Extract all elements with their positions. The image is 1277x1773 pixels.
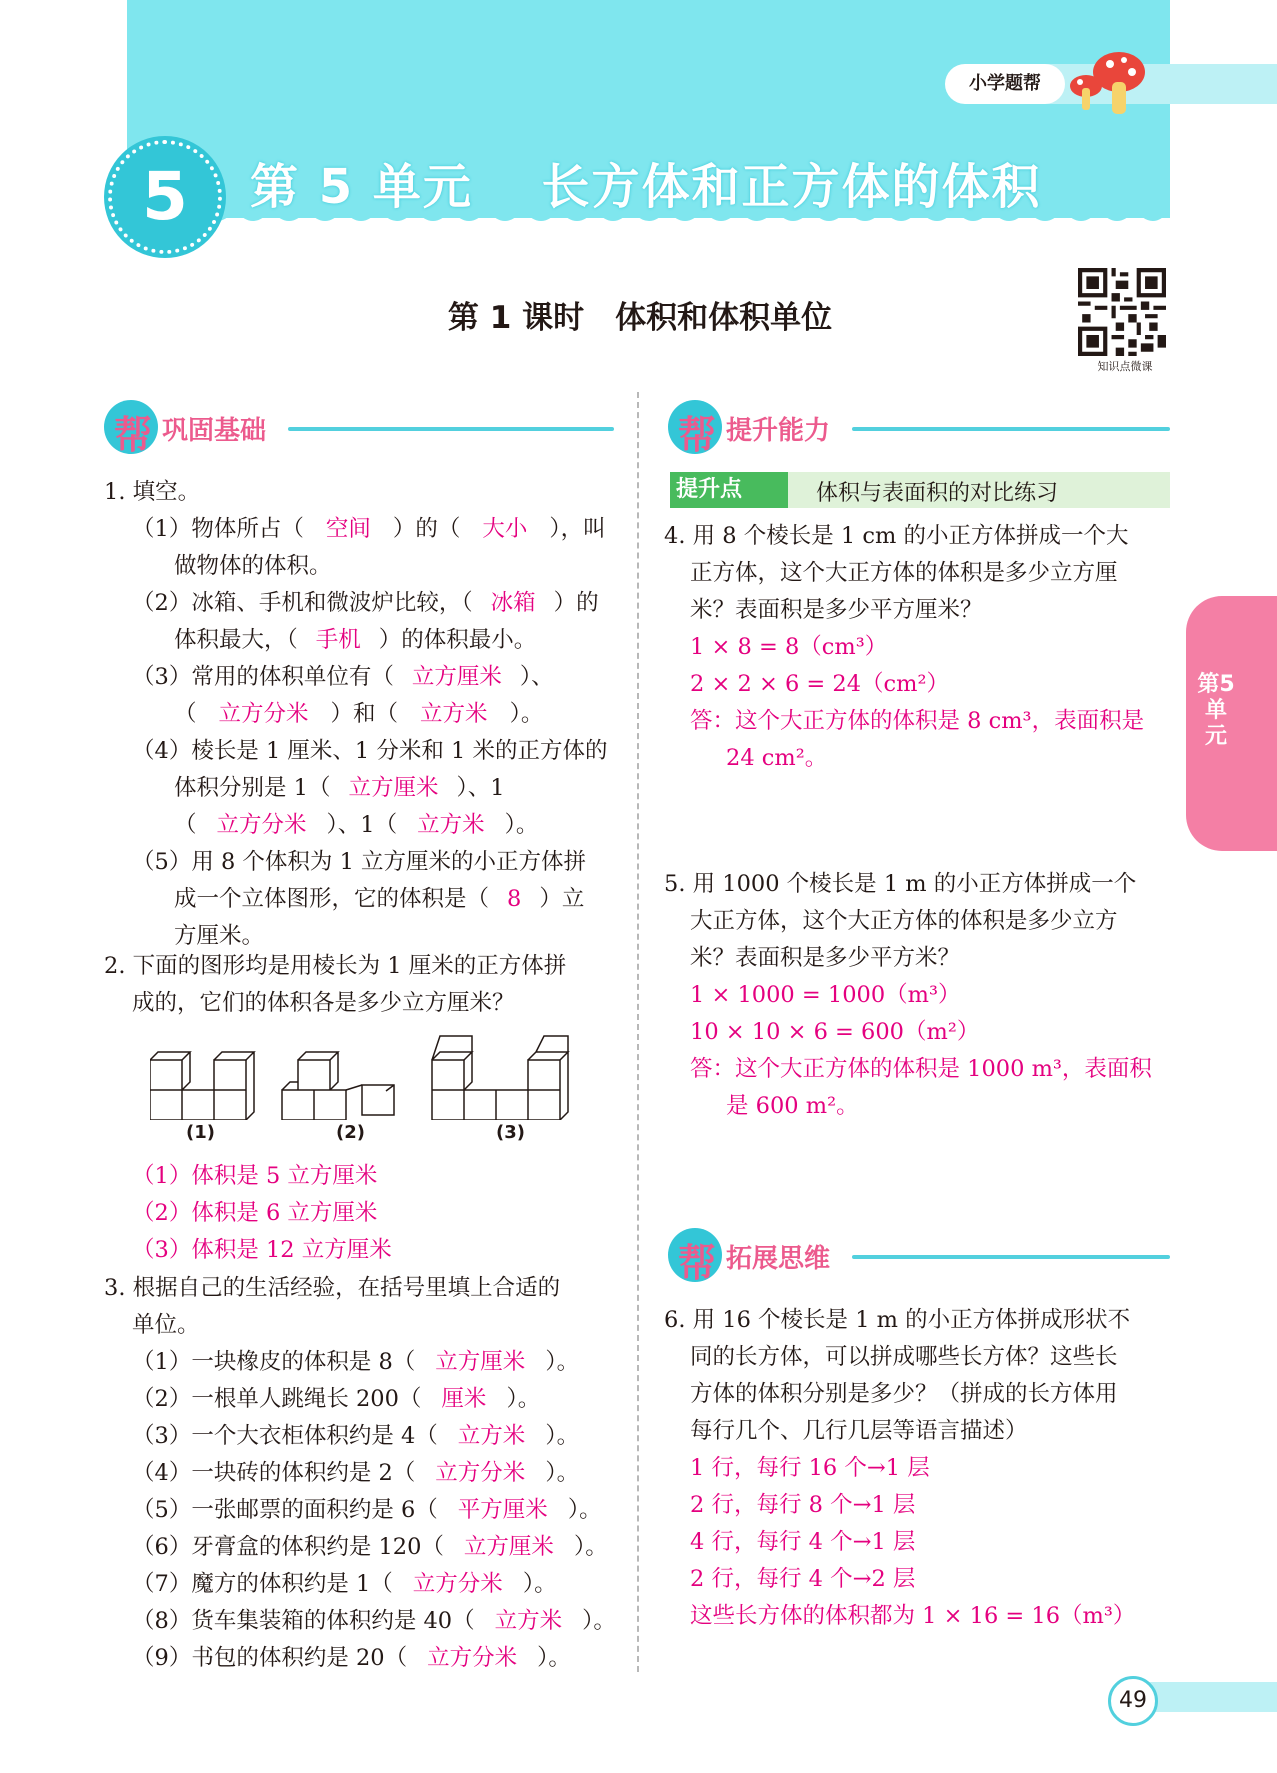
sub-question: （5）用 8 个体积为 1 立方厘米的小正方体拼: [132, 849, 587, 875]
continuation: [104, 807, 624, 844]
fill-item: [132, 1381, 632, 1418]
answer-line: 4 行，每行 4 个→1 层: [690, 1529, 916, 1555]
answer-line: 这些长方体的体积都为 1 × 16 = 16（m³）: [690, 1603, 1136, 1629]
question-stem: 1. 填空。: [104, 479, 201, 505]
text: （9）书包的体积约是 20（: [132, 1645, 408, 1671]
unit-title: 第 5 单元 长方体和正方体的体积: [250, 159, 1042, 215]
continuation: 做物体的体积。: [174, 553, 332, 579]
bang-icon: 帮: [114, 413, 153, 457]
fill-item: [132, 1566, 632, 1603]
question-3: [104, 1270, 624, 1344]
answer-line: （1）体积是 5 立方厘米: [132, 1163, 378, 1189]
answer: 立方米: [494, 1608, 563, 1634]
section-label: 拓展思维: [726, 1244, 831, 1274]
answer-line: 2 行，每行 4 个→2 层: [690, 1566, 916, 1592]
answer-line: 1 行，每行 16 个→1 层: [690, 1455, 930, 1481]
answer: 立方厘米: [435, 1349, 526, 1375]
question-5: [664, 866, 1170, 1125]
answer-line: （3）体积是 12 立方厘米: [132, 1237, 392, 1263]
answer-line: 2 × 2 × 6 = 24（cm²）: [690, 671, 950, 697]
text: ），叫: [549, 516, 606, 542]
section-label: 巩固基础: [162, 416, 267, 446]
question-line: 米？表面积是多少平方米？: [690, 945, 961, 971]
answer-line: 10 × 10 × 6 = 600（m²）: [690, 1019, 980, 1045]
text: ）、1（: [326, 812, 398, 838]
answer-line: 2 行，每行 8 个→1 层: [690, 1492, 916, 1518]
text: ）的: [553, 590, 599, 616]
column-divider: [637, 392, 639, 1672]
side-tab-label: 第5单元: [1197, 672, 1235, 749]
answer: 手机: [315, 627, 361, 653]
text: （4）一块砖的体积约是 2（: [132, 1460, 416, 1486]
answer: 立方分米: [216, 812, 307, 838]
qr-caption: 知识点微课: [1097, 360, 1153, 373]
text: （1）一块橡皮的体积是 8（: [132, 1349, 416, 1375]
text: ）。: [582, 1608, 616, 1634]
topic-text: 体积与表面积的对比练习: [816, 481, 1059, 506]
text: ）、1: [456, 775, 505, 801]
text: （2）一根单人跳绳长 200（: [132, 1386, 422, 1412]
text: ）。: [537, 1645, 571, 1671]
fill-item: [132, 1455, 632, 1492]
answer-line: 答：这个大正方体的体积是 1000 m³，表面积: [690, 1056, 1152, 1082]
unit-fill-list: [132, 1344, 632, 1677]
answer: 8: [507, 886, 522, 912]
question-line: 米？表面积是多少平方厘米？: [690, 597, 983, 623]
text: ）。: [567, 1497, 602, 1523]
text: （1）物体所占（: [132, 516, 304, 542]
text: ）。: [504, 812, 539, 838]
question-line: 5. 用 1000 个棱长是 1 m 的小正方体拼成一个: [664, 871, 1137, 897]
text: （: [174, 812, 197, 838]
question-4: [664, 518, 1170, 777]
text: ）、: [519, 664, 554, 690]
text: 体积最大，（: [174, 627, 298, 653]
fill-item: [132, 1492, 632, 1529]
text: ）。: [522, 1571, 557, 1597]
text: （8）货车集装箱的体积约是 40（: [132, 1608, 475, 1634]
answer-line: （2）体积是 6 立方厘米: [132, 1200, 378, 1226]
answer: 立方厘米: [463, 1534, 554, 1560]
section-rule: [852, 427, 1170, 431]
text: ）的体积最小。: [378, 627, 537, 653]
text: （3）常用的体积单位有（: [132, 664, 394, 690]
continuation: [104, 696, 624, 733]
fill-item: [132, 1529, 632, 1566]
sub-question: [104, 511, 624, 548]
figure-caption: (3): [496, 1122, 525, 1143]
question-2: [104, 948, 624, 1022]
answer-line: 24 cm²。: [726, 745, 828, 771]
question-1: [104, 474, 624, 955]
section-label: 提升能力: [726, 416, 831, 446]
continuation: [104, 622, 624, 659]
text: ）立: [539, 886, 585, 912]
question-line: 4. 用 8 个棱长是 1 cm 的小正方体拼成一个大: [664, 523, 1129, 549]
answer: 立方分米: [412, 1571, 503, 1597]
continuation: 单位。: [132, 1312, 200, 1338]
figure-2: [282, 1052, 394, 1120]
page-number: 49: [1108, 1676, 1158, 1726]
answer: 大小: [482, 516, 528, 542]
sub-question: [104, 585, 624, 622]
section-header-extend: [668, 1228, 1170, 1285]
lesson-title: 第 1 课时 体积和体积单位: [447, 300, 833, 336]
text: ）。: [573, 1534, 608, 1560]
section-rule: [288, 427, 614, 431]
fill-item: [132, 1603, 632, 1640]
section-header-basics: [104, 400, 614, 457]
question-line: 方体的体积分别是多少？（拼成的长方体用: [690, 1381, 1118, 1407]
figure-1: [150, 1052, 254, 1120]
answer-line: 1 × 8 = 8（cm³）: [690, 634, 888, 660]
unit-number-badge: 5: [108, 140, 222, 254]
text: ）的（: [392, 516, 461, 542]
answer: 立方分米: [218, 701, 309, 727]
fill-item: [132, 1640, 632, 1677]
answer-line: 1 × 1000 = 1000（m³）: [690, 982, 961, 1008]
text: （2）冰箱、手机和微波炉比较，（: [132, 590, 473, 616]
text: ）和（: [330, 701, 399, 727]
text: 成一个立体图形，它的体积是（: [174, 886, 490, 912]
text: ）。: [509, 701, 544, 727]
question-6: [664, 1302, 1170, 1635]
answer: 立方厘米: [411, 664, 502, 690]
answer: 立方米: [457, 1423, 526, 1449]
topic-tag: 提升点: [670, 472, 788, 508]
answer: 立方米: [417, 812, 485, 838]
brand-label: 小学题帮: [945, 64, 1065, 104]
text: （: [174, 701, 197, 727]
fill-item: [132, 1418, 632, 1455]
text: （3）一个大衣柜体积约是 4（: [132, 1423, 438, 1449]
text: （5）一张邮票的面积约是 6（: [132, 1497, 438, 1523]
question-line: 同的长方体，可以拼成哪些长方体？这些长: [690, 1344, 1118, 1370]
text: ）。: [545, 1423, 580, 1449]
text: ）。: [506, 1386, 541, 1412]
sub-question: （4）棱长是 1 厘米、1 分米和 1 米的正方体的: [132, 738, 608, 764]
qr-code-icon[interactable]: [1078, 268, 1166, 356]
question-line: 6. 用 16 个棱长是 1 m 的小正方体拼成形状不: [664, 1307, 1131, 1333]
answer: 立方厘米: [348, 775, 439, 801]
answer: 立方分米: [427, 1645, 518, 1671]
question-stem: 2. 下面的图形均是用棱长为 1 厘米的正方体拼: [104, 953, 567, 979]
continuation: 方厘米。: [174, 923, 265, 949]
fill-item: [132, 1344, 632, 1381]
section-header-improve: [668, 400, 1170, 457]
text: ）。: [545, 1460, 580, 1486]
continuation: 成的，它们的体积各是多少立方厘米？: [132, 990, 515, 1016]
text: （6）牙膏盒的体积约是 120（: [132, 1534, 444, 1560]
question-line: 每行几个、几行几层等语言描述）: [690, 1418, 1028, 1444]
answer: 立方分米: [435, 1460, 526, 1486]
mushroom-icon: [1064, 46, 1154, 116]
text: （7）魔方的体积约是 1（: [132, 1571, 393, 1597]
answer: 空间: [325, 516, 371, 542]
answer: 平方厘米: [457, 1497, 548, 1523]
sub-question: [104, 659, 624, 696]
question-line: 大正方体，这个大正方体的体积是多少立方: [690, 908, 1118, 934]
answer: 厘米: [441, 1386, 487, 1412]
cube-figures: [150, 1030, 590, 1120]
answer-list: [132, 1158, 392, 1269]
answer-line: 是 600 m²。: [726, 1093, 859, 1119]
figure-3: [432, 1036, 568, 1120]
question-line: 正方体，这个大正方体的体积是多少立方厘: [690, 560, 1118, 586]
answer-line: 答：这个大正方体的体积是 8 cm³，表面积是: [690, 708, 1145, 734]
continuation: [104, 770, 624, 807]
text: ）。: [545, 1349, 580, 1375]
question-stem: 3. 根据自己的生活经验，在括号里填上合适的: [104, 1275, 561, 1301]
figure-caption: (2): [336, 1122, 365, 1143]
figure-caption: (1): [186, 1122, 215, 1143]
text: 体积分别是 1（: [174, 775, 331, 801]
section-rule: [852, 1255, 1170, 1259]
bang-icon: 帮: [678, 1241, 717, 1285]
answer: 冰箱: [490, 590, 536, 616]
continuation: [104, 881, 624, 918]
answer: 立方米: [420, 701, 488, 727]
bang-icon: 帮: [678, 413, 717, 457]
